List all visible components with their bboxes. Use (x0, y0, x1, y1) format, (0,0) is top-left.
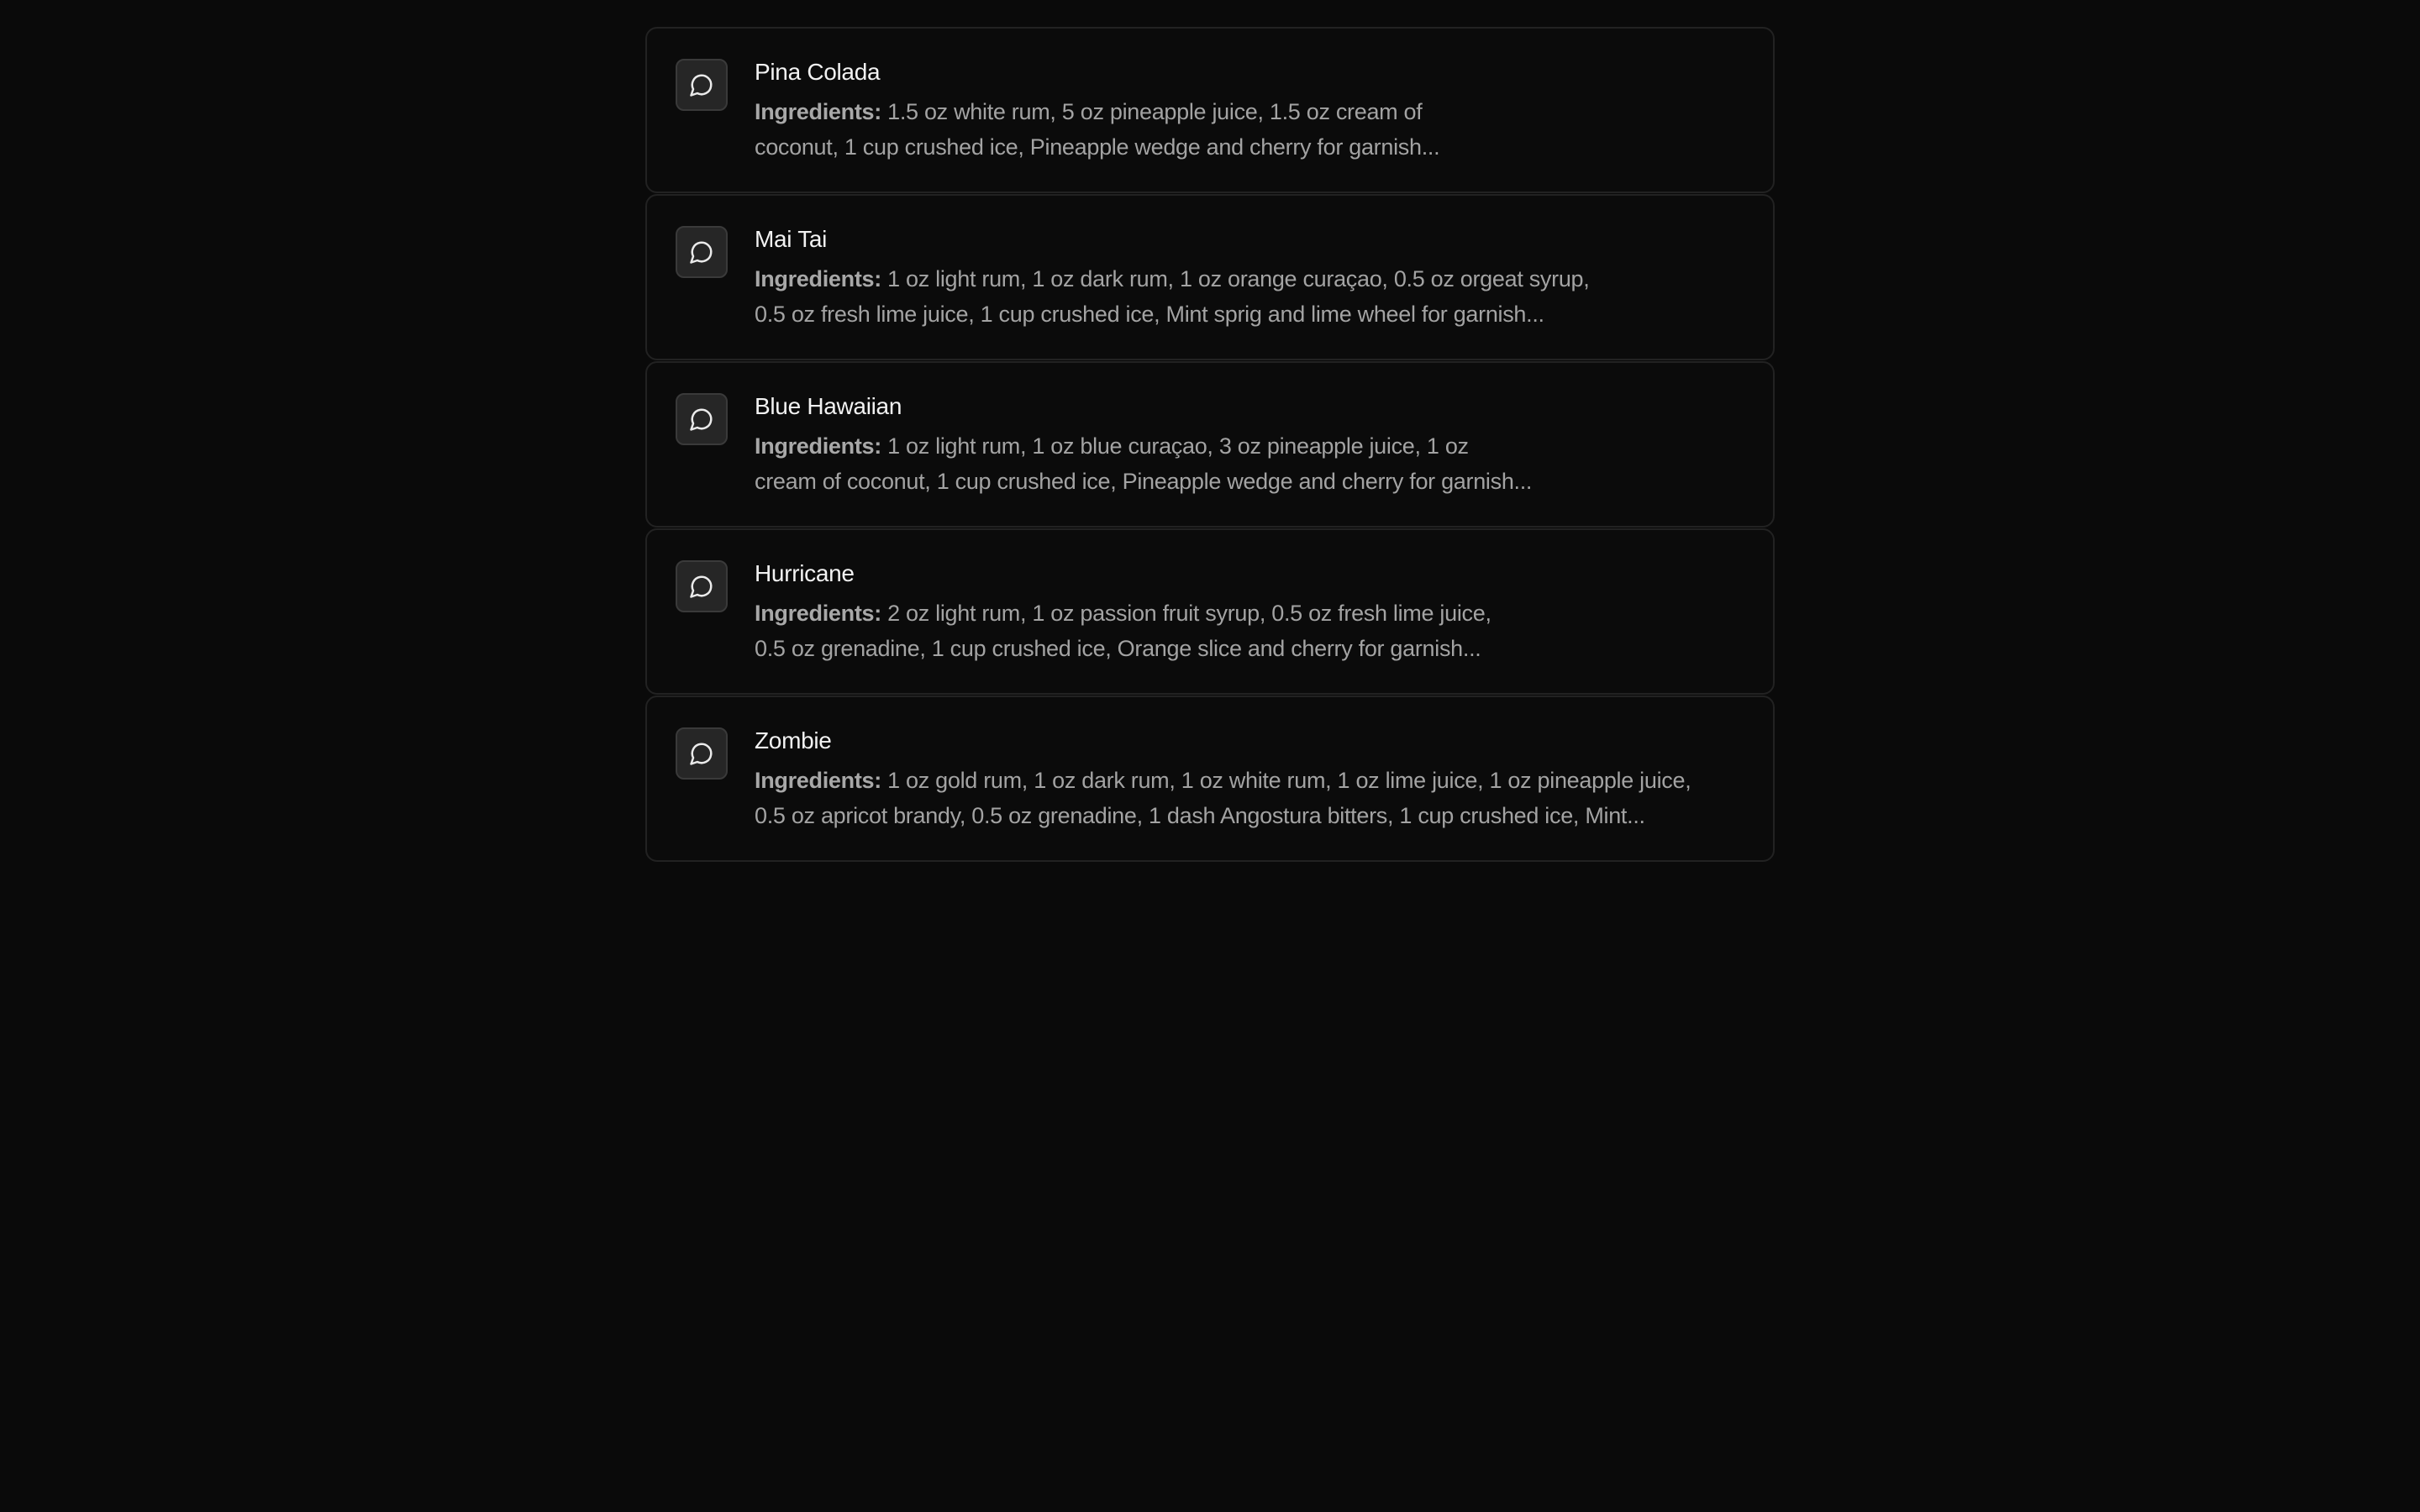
ingredients-label: Ingredients: (755, 768, 881, 793)
cocktail-card[interactable] (645, 528, 1775, 695)
ingredients-label: Ingredients: (755, 99, 881, 124)
cocktail-card[interactable] (645, 27, 1775, 193)
card-content (755, 57, 1756, 165)
ingredients-text (755, 261, 1756, 332)
ingredients-label: Ingredients: (755, 266, 881, 291)
ingredients-line-2: coconut, 1 cup crushed ice, Pineapple wedge and cherry for garnish... (755, 134, 1440, 160)
card-content (755, 559, 1756, 666)
ingredients-label: Ingredients: (755, 433, 881, 459)
ingredients-line-1: 1 oz light rum, 1 oz dark rum, 1 oz orange curaçao, 0.5 oz orgeat syrup, (887, 266, 1590, 291)
message-circle-icon (689, 72, 714, 97)
cocktail-title: Zombie (755, 727, 832, 753)
cocktail-title: Blue Hawaiian (755, 393, 902, 419)
chat-button[interactable] (676, 59, 728, 111)
cocktail-title: Pina Colada (755, 59, 881, 85)
message-circle-icon (689, 407, 714, 432)
message-circle-icon (689, 741, 714, 766)
cocktail-card[interactable] (645, 194, 1775, 360)
ingredients-text (755, 94, 1756, 165)
ingredients-line-2: 0.5 oz grenadine, 1 cup crushed ice, Orange slice and cherry for garnish... (755, 636, 1481, 661)
ingredients-label: Ingredients: (755, 601, 881, 626)
message-circle-icon (689, 574, 714, 599)
ingredients-line-1: 2 oz light rum, 1 oz passion fruit syrup, 0.5 oz fresh lime juice, (887, 601, 1491, 626)
ingredients-text (755, 596, 1756, 666)
ingredients-line-2: 0.5 oz apricot brandy, 0.5 oz grenadine, 1 dash Angostura bitters, 1 cup crushed ice, Mint... (755, 803, 1645, 828)
chat-button[interactable] (676, 393, 728, 445)
chat-button[interactable] (676, 727, 728, 780)
cocktail-list (645, 27, 1775, 863)
cocktail-title: Hurricane (755, 560, 855, 586)
message-circle-icon (689, 239, 714, 265)
ingredients-line-1: 1.5 oz white rum, 5 oz pineapple juice, 1.5 oz cream of (887, 99, 1423, 124)
chat-button[interactable] (676, 226, 728, 278)
card-content (755, 391, 1756, 499)
card-content (755, 224, 1756, 332)
ingredients-line-1: 1 oz gold rum, 1 oz dark rum, 1 oz white rum, 1 oz lime juice, 1 oz pineapple juice, (887, 768, 1691, 793)
ingredients-line-2: cream of coconut, 1 cup crushed ice, Pineapple wedge and cherry for garnish... (755, 469, 1533, 494)
card-content (755, 726, 1756, 833)
ingredients-line-1: 1 oz light rum, 1 oz blue curaçao, 3 oz pineapple juice, 1 oz (887, 433, 1469, 459)
cocktail-card[interactable] (645, 696, 1775, 862)
cocktail-title: Mai Tai (755, 226, 828, 252)
chat-button[interactable] (676, 560, 728, 612)
ingredients-line-2: 0.5 oz fresh lime juice, 1 cup crushed ice, Mint sprig and lime wheel for garnish... (755, 302, 1544, 327)
ingredients-text (755, 763, 1756, 833)
ingredients-text (755, 428, 1756, 499)
cocktail-card[interactable] (645, 361, 1775, 528)
